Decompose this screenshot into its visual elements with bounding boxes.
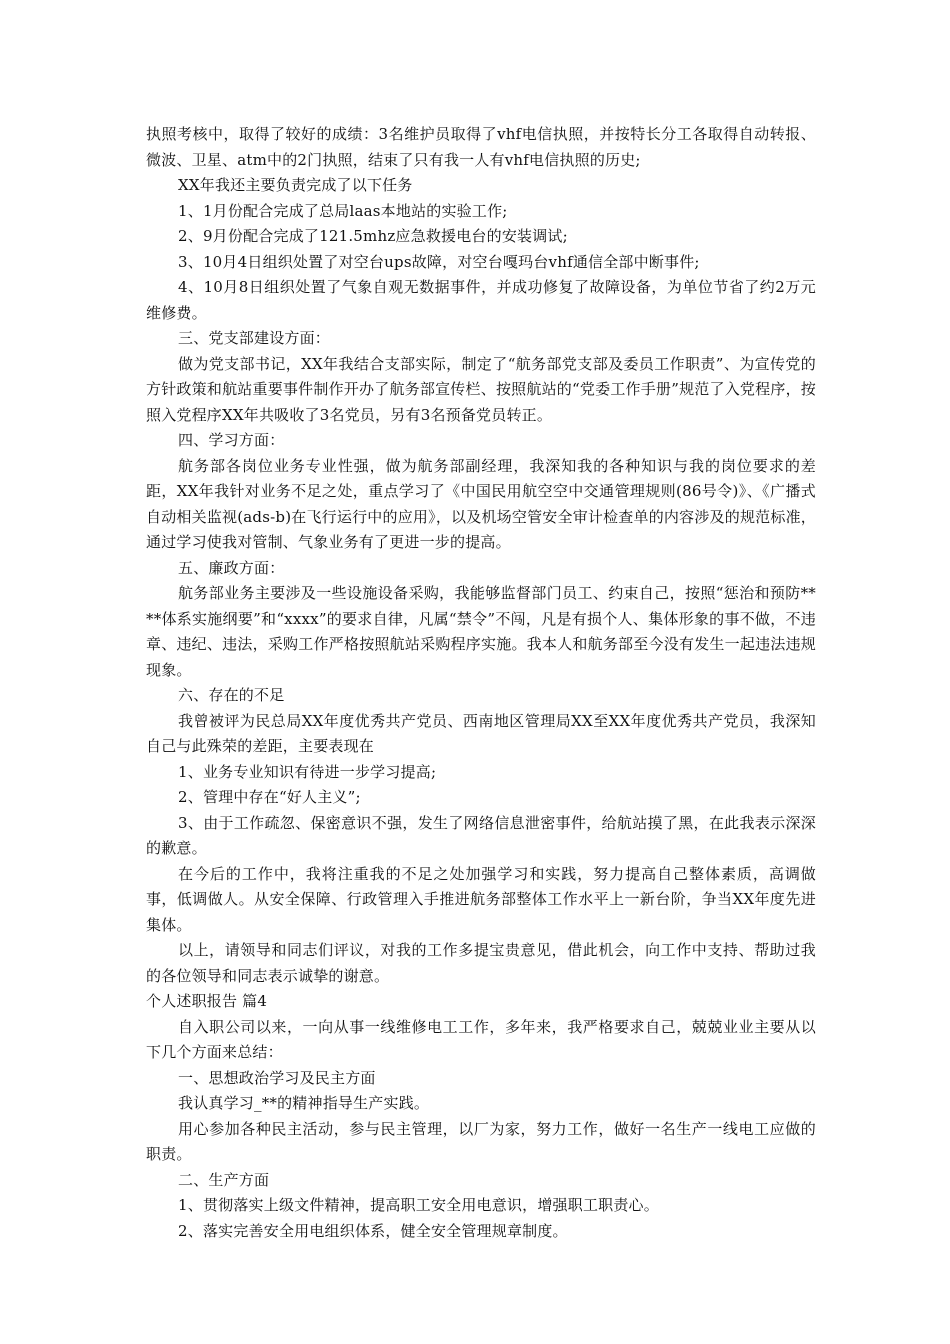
paragraph: 在今后的工作中，我将注重我的不足之处加强学习和实践，努力提高自己整体素质，高调做事，低调做人。从安全保障、行政管理入手推进航务部整体工作水平上一新台阶，争当XX年度先进集体。 [146,864,816,934]
paragraph: 用心参加各种民主活动，参与民主管理，以厂为家，努力工作，做好一名生产一线电工应做的职责。 [146,1119,816,1163]
list-item: 3、由于工作疏忽、保密意识不强，发生了网络信息泄密事件，给航站摸了黑，在此我表示深深的歉意。 [146,813,816,857]
list-item: 4、10月8日组织处置了气象自观无数据事件，并成功修复了故障设备，为单位节省了约2万元维修费。 [146,278,816,322]
paragraph: 我认真学习_**的精神指导生产实践。 [178,1094,430,1112]
section-heading: 一、思想政治学习及民主方面 [178,1068,376,1087]
list-item: 1、1月份配合完成了总局laas本地站的实验工作; [178,201,508,220]
list-item: 2、落实完善安全用电组织体系，健全安全管理规章制度。 [178,1221,568,1240]
list-item: 2、管理中存在“好人主义”; [178,788,361,806]
section-heading: 六、存在的不足 [178,686,285,704]
paragraph: 航务部各岗位业务专业性强，做为航务部副经理，我深知我的各种知识与我的岗位要求的差距，XX年我针对业务不足之处，重点学习了《中国民用航空空中交通管理规则(86号令)》、《广播式自动相关监视(ads-b)在飞行运行中的应用》，以及机场空管安全审计检查单的内容涉及的规范标准，通过学习使我对管制、气象业务有了更进一步的提高。 [146,456,816,551]
paragraph: 做为党支部书记，XX年我结合支部实际，制定了“航务部党支部及委员工作职责”、为宣传党的方针政策和航站重要事件制作开办了航务部宣传栏、按照航站的“党委工作手册”规范了入党程序，按照入党程序XX年共吸收了3名党员，另有3名预备党员转正。 [146,354,816,424]
paragraph: XX年我还主要负责完成了以下任务 [178,176,413,194]
report-title: 个人述职报告 篇4 [146,992,268,1010]
section-heading: 四、学习方面： [178,431,285,449]
list-item: 1、贯彻落实上级文件精神，提高职工安全用电意识，增强职工职责心。 [178,1196,659,1214]
section-heading: 二、生产方面 [178,1170,270,1189]
list-item: 2、9月份配合完成了121.5mhz应急救援电台的安装调试; [178,227,568,245]
section-heading: 五、廉政方面： [178,558,285,577]
paragraph: 自入职公司以来，一向从事一线维修电工工作，多年来，我严格要求自己，兢兢业业主要从以下几个方面来总结： [146,1017,816,1061]
section-heading: 三、党支部建设方面： [178,329,331,347]
paragraph: 以上，请领导和同志们评议，对我的工作多提宝贵意见，借此机会，向工作中支持、帮助过我的各位领导和同志表示诚挚的谢意。 [146,941,816,985]
paragraph: 执照考核中，取得了较好的成绩：3名维护员取得了vhf电信执照，并按特长分工各取得自动转报、微波、卫星、atm中的2门执照，结束了只有我一人有vhf电信执照的历史; [146,125,816,169]
document-body [146,122,816,1244]
paragraph: 我曾被评为民总局XX年度优秀共产党员、西南地区管理局XX至XX年度优秀共产党员，我深知自己与此殊荣的差距，主要表现在 [146,711,816,755]
list-item: 1、业务专业知识有待进一步学习提高; [178,762,437,781]
paragraph: 航务部业务主要涉及一些设施设备采购，我能够监督部门员工、约束自己，按照“惩治和预防****体系实施纲要”和“xxxx”的要求自律，凡属“禁令”不闯，凡是有损个人、集体形象的事不做，不违章、违纪、违法，采购工作严格按照航站采购程序实施。我本人和航务部至今没有发生一起违法违规现象。 [146,584,816,679]
list-item: 3、10月4日组织处置了对空台ups故障，对空台嘎玛台vhf通信全部中断事件; [178,252,700,271]
